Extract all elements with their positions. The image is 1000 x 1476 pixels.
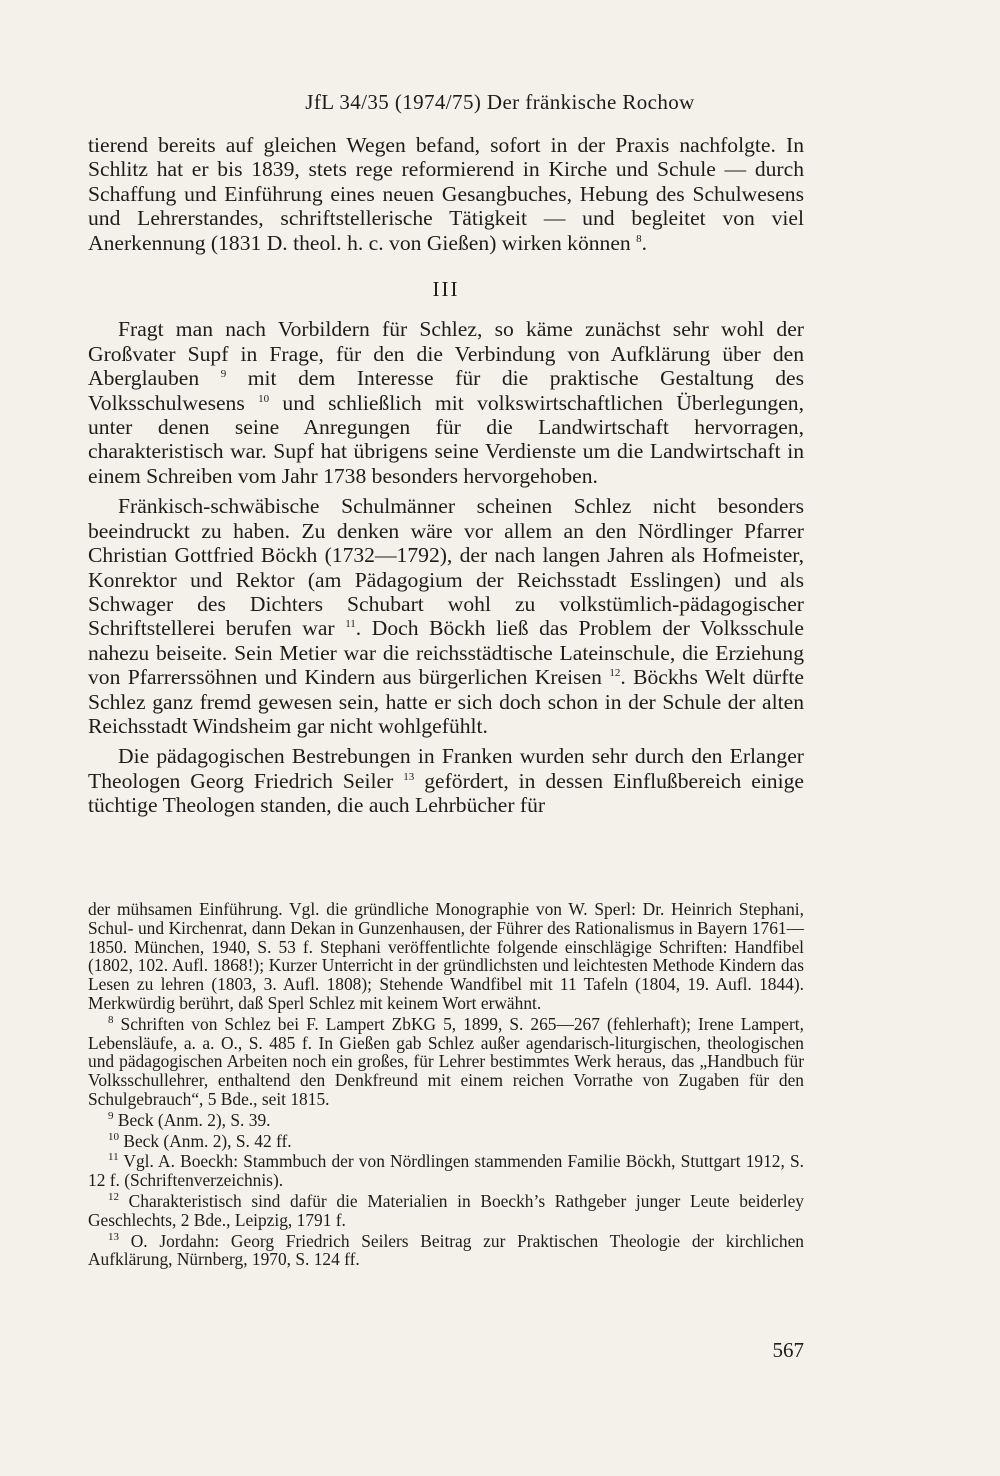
page-number: 567 — [772, 1338, 804, 1362]
footnote-number: 13 — [108, 1230, 119, 1243]
footnote-number: 9 — [108, 1109, 114, 1122]
footnote-text: Schriften von Schlez bei F. Lampert ZbKG 5, 1899, S. 265—267 (fehlerhaft); Irene Lampert, Lebensläufe, a. a. O., S. 485 f. In Gießen gab Schlez außer agendarisch-liturgischen, theologischen und pädagogischen Arbeiten noch ein großes, für Lehrer bestimmtes Werk heraus, das „Handbuch für Volksschullehrer, enthaltend den Denkfreund mit einem reichen Vorrathe von Zugaben für den Schulgebrauch“, 5 Bde., seit 1815. — [88, 1013, 804, 1109]
footnote-number: 11 — [108, 1151, 119, 1164]
footnote-ref-13: 13 — [403, 770, 415, 783]
paragraph-text: tierend bereits auf gleichen Wegen befand, sofort in der Praxis nachfolgte. In Schlitz hat er bis 1839, stets rege reformierend in Kirche und Schule — durch Schaffung und Einführung eines neuen Gesangbuches, Hebung des Schulwesens und Lehrerstandes, schriftstellerische Tätigkeit — und begleitet von viel Anerkennung (1831 D. theol. h. c. von Gießen) wirken können — [88, 133, 804, 255]
paragraph-text: mit dem Interesse für die praktische Gestaltung des Volksschulwesens — [88, 366, 804, 415]
footnote-9 — [88, 1111, 804, 1130]
footnote-text: Beck (Anm. 2), S. 39. — [113, 1109, 271, 1130]
footnote-ref-11: 11 — [345, 618, 356, 631]
footnote-continuation: der mühsamen Einführung. Vgl. die gründliche Monographie von W. Sperl: Dr. Heinrich Stephani, Schul- und Kirchenrat, dann Dekan in Gunzenhausen, der Führer des Rationalismus in Bayern 1761—1850. München, 1940, S. 53 f. Stephani veröffentlichte folgende einschlägige Schriften: Handfibel (1802, 102. Aufl. 1868!); Kurzer Unterricht in der gründlichsten und leichtesten Methode Kindern das Lesen zu lehren (1803, 3. Aufl. 1808); Stehende Wandfibel mit 11 Tafeln (1804, 19. Aufl. 1844). Merkwürdig berührt, daß Sperl Schlez mit keinem Wort erwähnt. — [88, 899, 804, 1013]
footnote-ref-9: 9 — [220, 368, 227, 381]
footnote-12 — [88, 1192, 804, 1230]
section-heading: III — [432, 277, 460, 302]
footnote-number: 12 — [108, 1191, 119, 1204]
footnote-text: Beck (Anm. 2), S. 42 ff. — [119, 1130, 292, 1151]
body-paragraph-3 — [88, 494, 804, 738]
paragraph-text: und schließlich mit volkswirtschaftlichen Überlegungen, unter denen seine Anregungen für die Landwirtschaft hervorragen, charakteristisch war. Supf hat übrigens seine Verdienste um die Landwirtschaft in einem Schreiben vom Jahr 1738 besonders hervorgehoben. — [88, 390, 804, 488]
paragraph-text: Fragt man nach Vorbildern für Schlez, so käme zunächst sehr wohl der Großvater Supf in Frage, für den die Verbindung von Aufklärung über den Aberglauben — [88, 317, 804, 391]
paragraph-text: gefördert, in dessen Einflußbereich einige tüchtige Theologen standen, die auch Lehrbücher für — [88, 768, 804, 818]
main-text — [88, 133, 804, 824]
footnote-number: 10 — [108, 1130, 119, 1143]
footnote-ref-10: 10 — [258, 392, 270, 405]
footnote-10 — [88, 1132, 804, 1151]
paragraph-text: Fränkisch-schwäbische Schulmänner scheinen Schlez nicht besonders beeindruckt zu haben. Zu denken wäre vor allem an den Nördlinger Pfarrer Christian Gottfried Böckh (1732—1792), der nach langen Jahren als Hofmeister, Konrektor und Rektor (am Pädagogium der Reichsstadt Esslingen) und als Schwager des Dichters Schubart wohl zu volkstümlich-pädagogischer Schriftstellerei berufen war — [88, 494, 804, 641]
paragraph-text: . Doch Böckh ließ das Problem der Volksschule nahezu beiseite. Sein Metier war die reichsstädtische Lateinschule, die Erziehung von Pfarrerssöhnen und Kindern aus bürgerlichen Kreisen — [88, 616, 804, 690]
body-paragraph-2 — [88, 317, 804, 488]
footnote-ref-12: 12 — [609, 666, 621, 679]
footnote-text: Vgl. A. Boeckh: Stammbuch der von Nördlingen stammenden Familie Böckh, Stuttgart 1912, S. 12 f. (Schriftenverzeichnis). — [88, 1151, 804, 1191]
footnote-text: Charakteristisch sind dafür die Materialien in Boeckh’s Rathgeber junger Leute beiderley Geschlechts, 2 Bde., Leipzig, 1791 f. — [88, 1190, 804, 1230]
footnote-11 — [88, 1152, 804, 1190]
body-paragraph-1: tierend bereits auf gleichen Wegen befand, sofort in der Praxis nachfolgte. In Schlitz hat er bis 1839, stets rege reformierend in Kirche und Schule — durch Schaffung und Einführung eines neuen Gesangbuches, Hebung des Schulwesens und Lehrerstandes, schriftstellerische Tätigkeit — und begleitet von viel Anerkennung (1831 D. theol. h. c. von Gießen) wirken können $^8$. — [88, 133, 804, 255]
paragraph-text: Die pädagogischen Bestrebungen in Franken wurden sehr durch den Erlanger Theologen Georg Friedrich Seiler — [88, 744, 804, 793]
footnote-8 — [88, 1015, 804, 1109]
footnotes — [88, 900, 804, 1271]
paragraph-text: . Böckhs Welt dürfte Schlez ganz fremd gewesen sein, hatte er sich doch schon in der Schule der alten Reichsstadt Windsheim gar nicht wohlgefühlt. — [88, 665, 804, 738]
footnote-text: O. Jordahn: Georg Friedrich Seilers Beitrag zur Praktischen Theologie der kirchlichen Aufklärung, Nürnberg, 1970, S. 124 ff. — [88, 1230, 804, 1270]
running-head: JfL 34/35 (1974/75) Der fränkische Rochow — [305, 90, 695, 114]
body-paragraph-4 — [88, 744, 804, 817]
footnote-number: 8 — [108, 1013, 114, 1026]
footnote-ref-8: 8 — [636, 232, 642, 245]
footnote-13 — [88, 1232, 804, 1270]
